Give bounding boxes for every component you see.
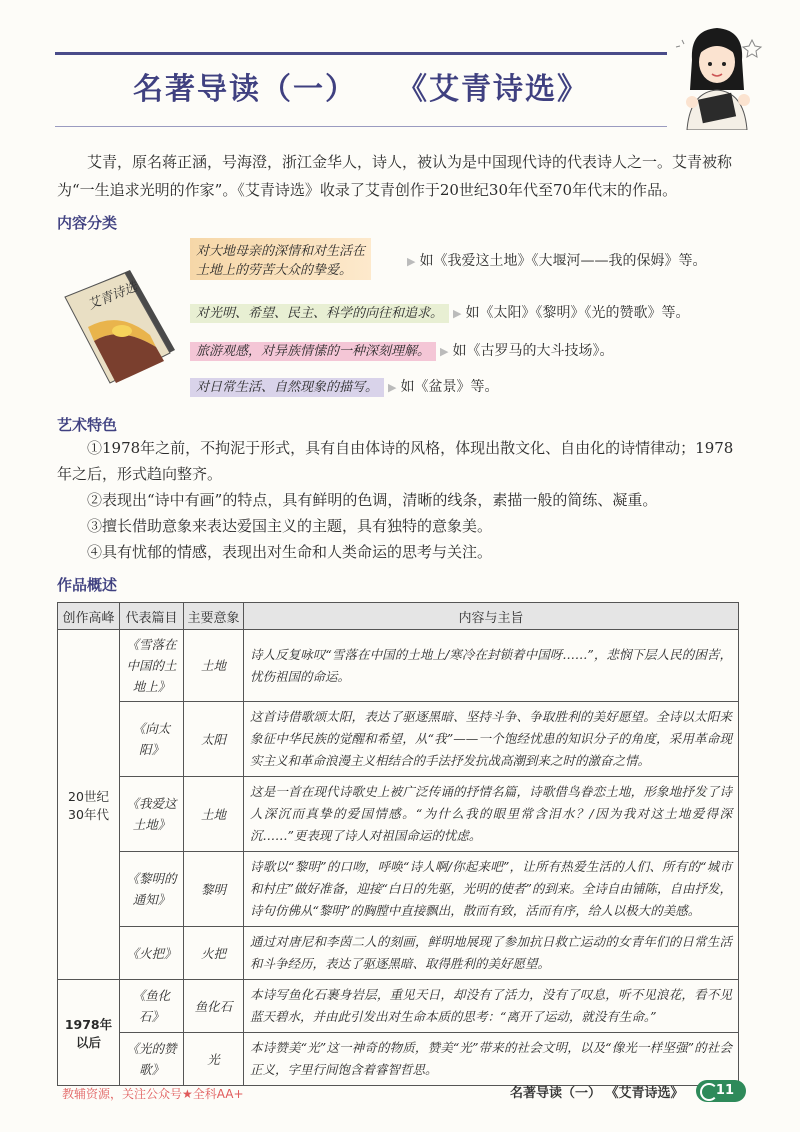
table-row — [58, 630, 739, 702]
footer-running-title: 名著导读（一） 《艾青诗选》 — [510, 1086, 684, 1101]
arrow-icon: ▶ — [388, 381, 397, 394]
work-cell: 《向太阳》 — [120, 702, 184, 777]
content-cell: 诗歌以“黎明”的口吻，呼唤“诗人啊/你起来吧”，让所有热爱生活的人们、所有的“城市和村庄”做好准备，迎接“白日的先驱，光明的使者”的到来。全诗自由铺陈，自由抒发，诗句仿佛从“黎明”的胸膛中直接飘出，散而有致，活而有序，给人以极大的美感。 — [244, 852, 739, 927]
era-cell-1930s: 20世纪30年代 — [58, 630, 120, 980]
art-feature-3: ③擅长借助意象来表达爱国主义的主题，具有独特的意象美。 — [87, 517, 493, 535]
column-header-image: 主要意象 — [184, 603, 244, 630]
page-number-badge — [696, 1080, 746, 1102]
classification-theme-2: 对光明、希望、民主、科学的向往和追求。 — [190, 304, 449, 323]
classification-item-3 — [190, 340, 613, 360]
overview-table — [57, 602, 739, 1086]
work-cell: 《雪落在中国的土地上》 — [120, 630, 184, 702]
arrow-icon: ▶ — [453, 307, 462, 320]
classification-example-1: 如《我爱这土地》《大堰河——我的保姆》等。 — [419, 253, 707, 269]
classification-item-4 — [190, 376, 498, 396]
content-cell: 这是一首在现代诗歌史上被广泛传诵的抒情名篇，诗歌借鸟眷恋土地，形象地抒发了诗人深沉而真挚的爱国情感。“为什么我的眼里常含泪水？/因为我对这土地爱得深沉……”更表现了诗人对祖国命运的忧虑。 — [244, 777, 739, 852]
table-row — [58, 1033, 739, 1086]
table-row — [58, 980, 739, 1033]
classification-theme-1-line2: 土地上的劳苦大众的挚爱。 — [196, 263, 353, 278]
work-cell: 《光的赞歌》 — [120, 1033, 184, 1086]
era-cell-after-1978: 1978年以后 — [58, 980, 120, 1086]
content-cell: 通过对唐尼和李茵二人的刻画，鲜明地展现了参加抗日救亡运动的女青年们的日常生活和斗争经历，表达了驱逐黑暗、取得胜利的美好愿望。 — [244, 927, 739, 980]
image-cell: 光 — [184, 1033, 244, 1086]
classification-example-3: 如《古罗马的大斗技场》。 — [452, 343, 614, 359]
footer-promo-text: 教辅资源，关注公众号★全科AA+ — [62, 1087, 244, 1101]
classification-item-2 — [190, 302, 689, 322]
classification-example-4: 如《盆景》等。 — [400, 379, 499, 395]
content-cell: 这首诗借歌颂太阳，表达了驱逐黑暗、坚持斗争、争取胜利的美好愿望。全诗以太阳来象征中华民族的觉醒和希望，从“我”——一个饱经忧患的知识分子的角度，采用革命现实主义和革命浪漫主义相结合的手法抒发抗战高潮到来之时的激奋之情。 — [244, 702, 739, 777]
arrow-icon: ▶ — [407, 255, 416, 268]
book-cover-title: 艾青诗选 — [85, 279, 140, 314]
page-title-book: 《艾青诗选》 — [397, 72, 589, 107]
table-row — [58, 927, 739, 980]
page-badge-icon — [700, 1083, 718, 1101]
classification-example-2: 如《太阳》《黎明》《光的赞歌》等。 — [465, 305, 690, 321]
column-header-era: 创作高峰 — [58, 603, 120, 630]
classification-theme-1-line1: 对大地母亲的深情和对生活在 — [196, 244, 366, 259]
section-heading-classification: 内容分类 — [57, 214, 118, 232]
book-cover-illustration — [60, 265, 180, 395]
section-heading-art: 艺术特色 — [57, 416, 118, 434]
table-row — [58, 702, 739, 777]
section-heading-overview: 作品概述 — [57, 576, 118, 594]
work-cell: 《黎明的通知》 — [120, 852, 184, 927]
image-cell: 火把 — [184, 927, 244, 980]
content-cell: 本诗赞美“光”这一神奇的物质，赞美“光”带来的社会文明，以及“像光一样坚强”的社会正义，字里行间饱含着睿智哲思。 — [244, 1033, 739, 1086]
classification-theme-1 — [190, 238, 371, 280]
classification-theme-3: 旅游观感，对异族情愫的一种深刻理解。 — [190, 342, 436, 361]
classification-item-1 — [190, 238, 371, 280]
image-cell: 黎明 — [184, 852, 244, 927]
art-feature-1: ①1978年之前，不拘泥于形式，具有自由体诗的风格，体现出散文化、自由化的诗情律动；1978年之后，形式趋向整齐。 — [57, 439, 734, 483]
table-header-row — [58, 603, 739, 630]
column-header-content: 内容与主旨 — [244, 603, 739, 630]
title-rule-top — [55, 52, 667, 55]
art-features-list — [57, 435, 747, 565]
work-cell: 《鱼化石》 — [120, 980, 184, 1033]
page-number: 11 — [715, 1083, 734, 1098]
page-title — [55, 64, 667, 108]
image-cell: 鱼化石 — [184, 980, 244, 1033]
image-cell: 土地 — [184, 630, 244, 702]
intro-paragraph: 艾青，原名蒋正涵，号海澄，浙江金华人，诗人，被认为是中国现代诗的代表诗人之一。艾青被称为“一生追求光明的作家”。《艾青诗选》收录了艾青创作于20世纪30年代至70年代末的作品。 — [57, 153, 733, 199]
reading-girl-illustration — [662, 20, 772, 130]
overview-table-wrapper — [57, 602, 739, 1086]
table-row — [58, 777, 739, 852]
image-cell: 土地 — [184, 777, 244, 852]
work-cell: 《火把》 — [120, 927, 184, 980]
art-feature-4: ④具有忧郁的情感，表现出对生命和人类命运的思考与关注。 — [87, 543, 493, 561]
classification-theme-4: 对日常生活、自然现象的描写。 — [190, 378, 384, 397]
arrow-icon: ▶ — [440, 345, 449, 358]
table-row — [58, 852, 739, 927]
page-title-main: 名著导读（一） — [133, 72, 357, 107]
work-cell: 《我爱这土地》 — [120, 777, 184, 852]
content-cell: 诗人反复咏叹“雪落在中国的土地上/寒冷在封锁着中国呀……”，悲悯下层人民的困苦，忧伤祖国的命运。 — [244, 630, 739, 702]
image-cell: 太阳 — [184, 702, 244, 777]
column-header-work: 代表篇目 — [120, 603, 184, 630]
art-feature-2: ②表现出“诗中有画”的特点，具有鲜明的色调，清晰的线条，素描一般的简练、凝重。 — [87, 491, 658, 509]
title-rule-bottom — [55, 126, 667, 127]
classification-example-row-1 — [403, 250, 706, 270]
content-cell: 本诗写鱼化石裹身岩层，重见天日，却没有了活力，没有了叹息，听不见浪花，看不见蓝天碧水，并由此引发出对生命本质的思考：“离开了运动，就没有生命。” — [244, 980, 739, 1033]
